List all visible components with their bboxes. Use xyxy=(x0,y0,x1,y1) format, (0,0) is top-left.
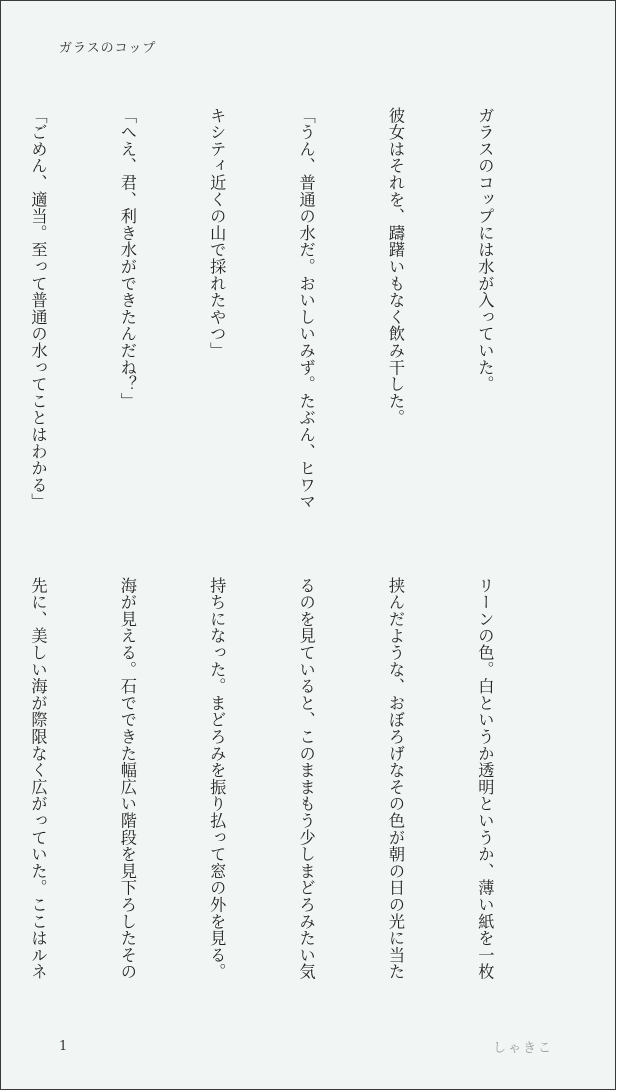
text-line: 持ちになった。まどろみを振り払って窓の外を見る。 xyxy=(207,577,227,981)
text-line: ガラスのコップには水が入っていた。 xyxy=(475,107,495,393)
page-number: 1 xyxy=(59,1039,68,1054)
text-line: 挟んだような、おぼろげなその色が朝の日の光に当た xyxy=(386,577,406,981)
text-block-bottom xyxy=(0,577,559,981)
text-line: リーンの色。白というか透明というか、薄い紙を一枚 xyxy=(475,577,495,981)
running-title: ガラスのコップ xyxy=(59,41,157,56)
text-line: 「ごめん、適当。至って普通の水ってことはわかる」 xyxy=(28,107,48,511)
text-line: 彼女はそれを、躊躇いもなく飲み干した。 xyxy=(386,107,406,427)
text-line: 先に、美しい海が際限なく広がっていた。ここはルネ xyxy=(28,577,48,981)
text-line: キシティ近くの山で採れたやつ」 xyxy=(207,107,227,359)
text-block-top xyxy=(0,107,559,547)
author-name: しゃきこ xyxy=(492,1041,553,1056)
text-line: 「うん、普通の水だ。おいしいみず。たぶん、ヒワマ xyxy=(296,107,316,511)
text-line: るのを見ていると、このままもう少しまどろみたい気 xyxy=(296,577,316,981)
text-line: 海が見える。石でできた幅広い階段を見下ろしたその xyxy=(117,577,137,981)
text-line: 「へえ、君、利き水ができたんだね？」 xyxy=(117,107,137,410)
